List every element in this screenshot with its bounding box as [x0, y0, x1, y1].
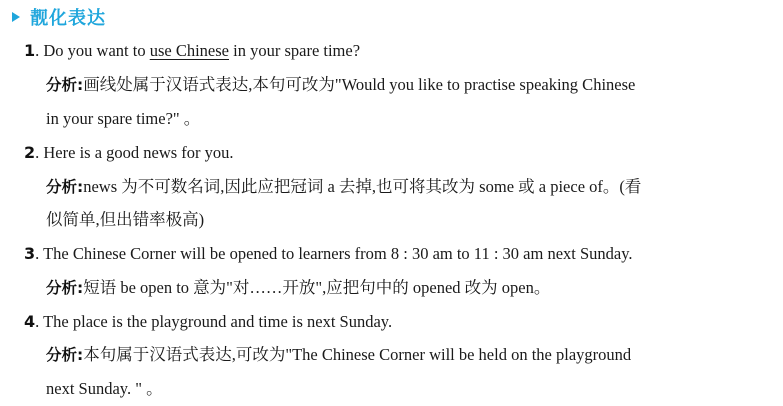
item-number: 3 — [24, 244, 36, 263]
question-text: . Do you want to — [35, 41, 150, 60]
item-4-question — [24, 311, 392, 333]
analysis-text: news 为不可数名词,因此应把冠词 a 去掉,也可将其改为 some 或 a piece of。(看 — [83, 177, 642, 196]
analysis-text: next Sunday. " 。 — [46, 379, 163, 398]
section-title: 靓化表达 — [30, 8, 106, 29]
item-2-analysis — [46, 176, 641, 198]
item-1-analysis-cont — [46, 108, 200, 130]
analysis-text: 短语 be open to 意为"对……开放",应把句中的 opened 改为 open。 — [83, 278, 551, 297]
underlined-phrase: use Chinese — [149, 41, 229, 60]
item-1-question — [24, 40, 360, 62]
right-triangle-icon — [8, 7, 24, 27]
analysis-label: 分析: — [46, 76, 84, 94]
item-1-analysis — [46, 74, 635, 96]
item-4-analysis — [46, 344, 631, 366]
question-text: . The Chinese Corner will be opened to learners from 8 : 30 am to 11 : 30 am next Sunday. — [35, 244, 633, 263]
analysis-text: 似简单,但出错率极高) — [46, 210, 205, 229]
item-number: 4 — [24, 312, 36, 331]
section-header — [8, 4, 106, 30]
item-number: 1 — [24, 41, 36, 60]
item-4-analysis-cont — [46, 378, 163, 400]
analysis-text: 本句属于汉语式表达,可改为"The Chinese Corner will be held on the playground — [83, 345, 632, 364]
analysis-text: in your spare time?" 。 — [46, 109, 201, 128]
analysis-label: 分析: — [46, 279, 84, 297]
question-text: . Here is a good news for you. — [35, 143, 234, 162]
item-3-question — [24, 243, 633, 265]
item-2-analysis-cont — [46, 209, 204, 231]
item-number: 2 — [24, 143, 36, 162]
analysis-label: 分析: — [46, 346, 84, 364]
analysis-text: 画线处属于汉语式表达,本句可改为"Would you like to practise speaking Chinese — [83, 75, 636, 94]
item-2-question — [24, 142, 234, 164]
question-text-end: in your spare time? — [229, 41, 361, 60]
item-3-analysis — [46, 277, 550, 299]
analysis-label: 分析: — [46, 178, 84, 196]
question-text: . The place is the playground and time is next Sunday. — [35, 312, 393, 331]
